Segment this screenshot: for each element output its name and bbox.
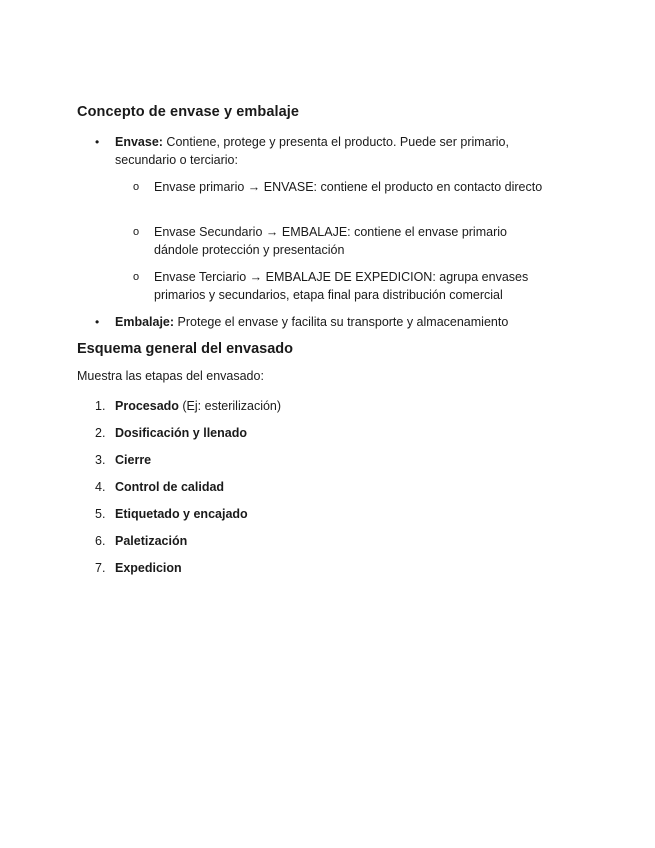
- sub-bullet-text: Envase Terciario → EMBALAJE DE EXPEDICION: agrupa envases primarios y secundarios, etapa final para distribución comercial: [154, 270, 529, 302]
- sub-bullet-marker: o: [133, 226, 140, 238]
- item-note: (Ej: esterilización): [178, 399, 282, 413]
- section-title-concepto: Concepto de envase y embalaje: [77, 104, 300, 120]
- numbered-item: [95, 505, 248, 523]
- numbered-item: [95, 424, 247, 442]
- bullet-item-envase: [95, 133, 565, 169]
- item-label: Paletización: [115, 534, 188, 548]
- bullet-marker: •: [95, 315, 100, 329]
- numbered-item: [95, 559, 182, 577]
- numbered-item: [95, 451, 151, 469]
- item-label: Procesado: [115, 399, 179, 413]
- numbered-item: [95, 397, 281, 415]
- item-number: 2.: [95, 426, 106, 440]
- bullet-term: Envase:: [115, 135, 163, 149]
- item-label: Control de calidad: [115, 480, 225, 494]
- sub-bullet-text: Envase primario → ENVASE: contiene el producto en contacto directo: [154, 180, 543, 194]
- item-number: 6.: [95, 534, 106, 548]
- sub-bullet-item-primario: [133, 178, 553, 196]
- item-number: 7.: [95, 561, 106, 575]
- section-intro: Muestra las etapas del envasado:: [77, 369, 264, 383]
- bullet-description: Contiene, protege y presenta el producto. Puede ser primario, secundario o terciario:: [115, 135, 509, 167]
- item-label: Cierre: [115, 453, 152, 467]
- numbered-item: [95, 478, 224, 496]
- sub-bullet-marker: o: [133, 181, 140, 193]
- item-label: Etiquetado y encajado: [115, 507, 248, 521]
- item-number: 1.: [95, 399, 106, 413]
- item-label: Expedicion: [115, 561, 182, 575]
- sub-bullet-item-secundario: [133, 223, 553, 259]
- sub-bullet-item-terciario: [133, 268, 553, 304]
- item-number: 4.: [95, 480, 106, 494]
- sub-bullet-text: Envase Secundario → EMBALAJE: contiene el envase primario dándole protección y presentación: [154, 225, 507, 257]
- bullet-description: Protege el envase y facilita su transporte y almacenamiento: [174, 315, 509, 329]
- bullet-marker: •: [95, 135, 100, 149]
- section-title-esquema: Esquema general del envasado: [77, 341, 293, 357]
- item-number: 3.: [95, 453, 106, 467]
- sub-bullet-marker: o: [133, 271, 140, 283]
- bullet-item-embalaje: [95, 313, 565, 331]
- numbered-item: [95, 532, 187, 550]
- item-label: Dosificación y llenado: [115, 426, 247, 440]
- bullet-term: Embalaje:: [115, 315, 175, 329]
- item-number: 5.: [95, 507, 106, 521]
